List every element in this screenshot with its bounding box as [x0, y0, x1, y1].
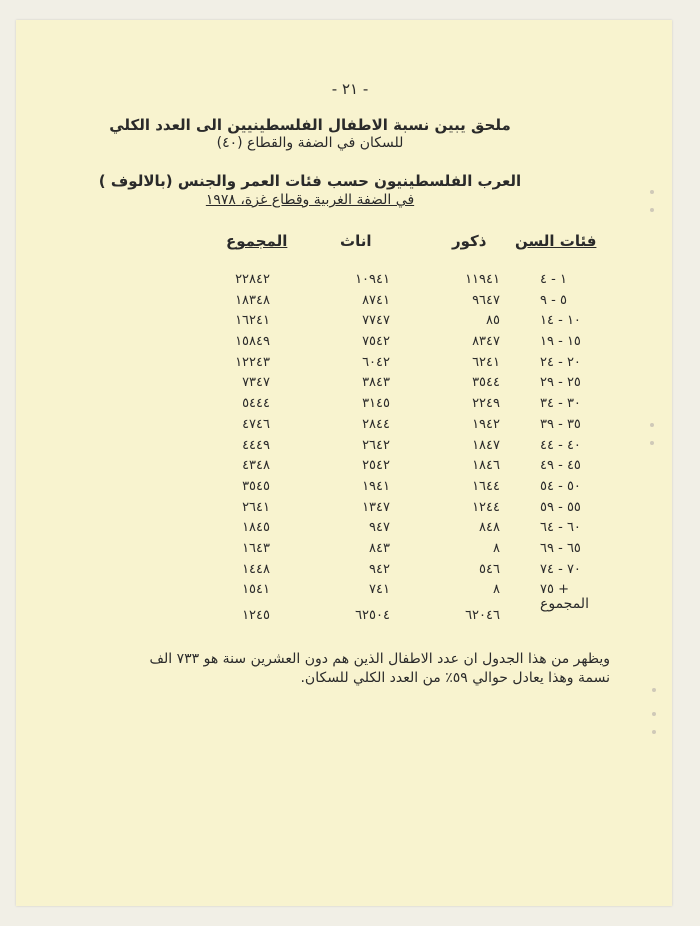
table-row	[0, 270, 700, 291]
female-cell: ٨٤٣	[369, 540, 390, 556]
total-cell: ٢٢٨٤٢	[235, 272, 270, 287]
table-row	[0, 291, 700, 312]
total-cell: ٤٧٤٦	[242, 416, 270, 432]
age-cell: ٥ - ٩	[540, 292, 567, 308]
table-row	[0, 580, 700, 601]
table-row	[0, 415, 700, 436]
paragraph-line-1: ويظهر من هذا الجدول ان عدد الاطفال الذين هم دون العشرين سنة هو ٧٣٣ الف	[149, 651, 610, 667]
female-cell: ٨٧٤١	[362, 292, 390, 308]
summary-paragraph	[70, 650, 610, 688]
female-cell: ٢٦٤٢	[362, 437, 390, 453]
male-cell: ٨٣٤٧	[472, 334, 500, 350]
female-cell: ١٠٩٤١	[355, 272, 390, 287]
female-cell: ٢٥٤٢	[362, 458, 390, 474]
totals-row	[0, 608, 700, 630]
table-row	[0, 311, 700, 332]
female-cell: ١٣٤٧	[362, 499, 390, 515]
age-cell: ٤٠ - ٤٤	[540, 437, 581, 453]
total-cell: ٤٣٤٨	[242, 458, 270, 474]
age-cell: ٧٠ - ٧٤	[540, 561, 581, 577]
column-header-male: ذكور	[452, 232, 487, 250]
age-cell: ١٠ - ١٤	[540, 313, 581, 329]
table-row	[0, 539, 700, 560]
age-cell: ٥٠ - ٥٤	[540, 478, 581, 494]
female-cell: ٦٠٤٢	[362, 354, 390, 370]
male-cell: ١٢٤٤	[472, 499, 500, 515]
age-cell: ٧٥ +	[540, 582, 569, 598]
male-cell: ٦٢٤١	[472, 354, 500, 370]
female-cell: ٢٨٤٤	[362, 416, 390, 432]
column-header-total: المجموع	[226, 232, 288, 250]
male-cell: ٨٥	[486, 313, 500, 329]
male-cell: ١٦٤٤	[472, 478, 500, 494]
margin-mark	[652, 688, 656, 692]
male-cell: ٨	[493, 582, 500, 598]
female-cell: ٩٤٢	[369, 561, 390, 577]
age-cell: ١٥ - ١٩	[540, 334, 581, 350]
age-cell: ٤٥ - ٤٩	[540, 458, 581, 474]
total-cell: ١٤٤٨	[242, 561, 270, 577]
paragraph-line-2: نسمة وهذا يعادل حوالي ٥٩٪ من العدد الكلي للسكان.	[300, 670, 610, 686]
table-row	[0, 456, 700, 477]
age-cell: ٢٠ - ٢٤	[540, 354, 581, 370]
page-number: - ٢١ -	[331, 80, 369, 98]
total-cell: ٣٥٤٥	[242, 478, 270, 494]
male-total-cell: ٦٢٠٤٦	[465, 608, 500, 623]
table-row	[0, 498, 700, 519]
male-cell: ٨٤٨	[479, 520, 500, 536]
total-cell: ١٨٤٥	[242, 520, 270, 536]
heading-line-2: للسكان في الضفة والقطاع (٤٠)	[216, 135, 404, 151]
male-cell: ٨	[493, 540, 500, 556]
heading-line-1: ملحق يبين نسبة الاطفال الفلسطينيين الى العدد الكلي	[109, 116, 511, 134]
male-cell: ٩٦٤٧	[472, 292, 500, 308]
female-cell: ٧٥٤٢	[362, 334, 390, 350]
table-body	[0, 270, 700, 601]
grand-total-cell: ١٢٤٥	[242, 608, 270, 623]
column-header-age: فئات السن	[515, 232, 597, 250]
margin-mark	[650, 208, 654, 212]
female-cell: ١٩٤١	[362, 478, 390, 494]
age-cell: ٥٥ - ٥٩	[540, 499, 581, 515]
table-row	[0, 560, 700, 581]
total-cell: ٧٣٤٧	[242, 375, 270, 391]
female-cell: ٣١٤٥	[362, 396, 390, 412]
age-cell: ٦٠ - ٦٤	[540, 520, 581, 536]
heading-line-4-text: في الضفة الغربية وقطاع غزة، ١٩٧٨	[205, 192, 415, 208]
total-cell: ١٢٢٤٣	[235, 354, 270, 370]
margin-mark	[650, 190, 654, 194]
male-cell: ٢٢٤٩	[472, 396, 500, 412]
total-cell: ١٥٤١	[242, 582, 270, 598]
male-cell: ١٨٤٦	[472, 458, 500, 474]
total-cell: ١٦٤٣	[242, 540, 270, 556]
table-row	[0, 332, 700, 353]
total-cell: ١٨٣٤٨	[235, 292, 270, 308]
margin-mark	[652, 712, 656, 716]
table-row	[0, 518, 700, 539]
table-row	[0, 353, 700, 374]
totals-label: المجموع	[540, 596, 589, 612]
table-row	[0, 373, 700, 394]
table-row	[0, 394, 700, 415]
age-cell: ٣٥ - ٣٩	[540, 416, 581, 432]
male-cell: ١٨٤٧	[472, 437, 500, 453]
male-cell: ١١٩٤١	[465, 272, 500, 287]
male-cell: ٣٥٤٤	[472, 375, 500, 391]
total-cell: ١٦٢٤١	[235, 313, 270, 329]
male-cell: ٥٤٦	[479, 561, 500, 577]
total-cell: ٢٦٤١	[242, 499, 270, 515]
female-cell: ٩٤٧	[369, 520, 390, 536]
age-cell: ١ - ٤	[540, 272, 567, 287]
column-header-female: اناث	[340, 232, 372, 250]
total-cell: ٥٤٤٤	[242, 396, 270, 412]
female-cell: ٧٤١	[369, 582, 390, 598]
age-cell: ٣٠ - ٣٤	[540, 396, 581, 412]
total-cell: ٤٤٤٩	[242, 437, 270, 453]
age-cell: ٢٥ - ٢٩	[540, 375, 581, 391]
table-row	[0, 436, 700, 457]
female-cell: ٧٧٤٧	[362, 313, 390, 329]
age-cell: ٦٥ - ٦٩	[540, 540, 581, 556]
heading-line-3: العرب الفلسطينيون حسب فئات العمر والجنس (بالالوف )	[98, 172, 522, 190]
margin-mark	[652, 730, 656, 734]
male-cell: ١٩٤٢	[472, 416, 500, 432]
heading-line-4	[80, 191, 540, 209]
female-total-cell: ٦٢٥٠٤	[355, 608, 390, 623]
table-row	[0, 477, 700, 498]
total-cell: ١٥٨٤٩	[235, 334, 270, 350]
female-cell: ٣٨٤٣	[362, 375, 390, 391]
